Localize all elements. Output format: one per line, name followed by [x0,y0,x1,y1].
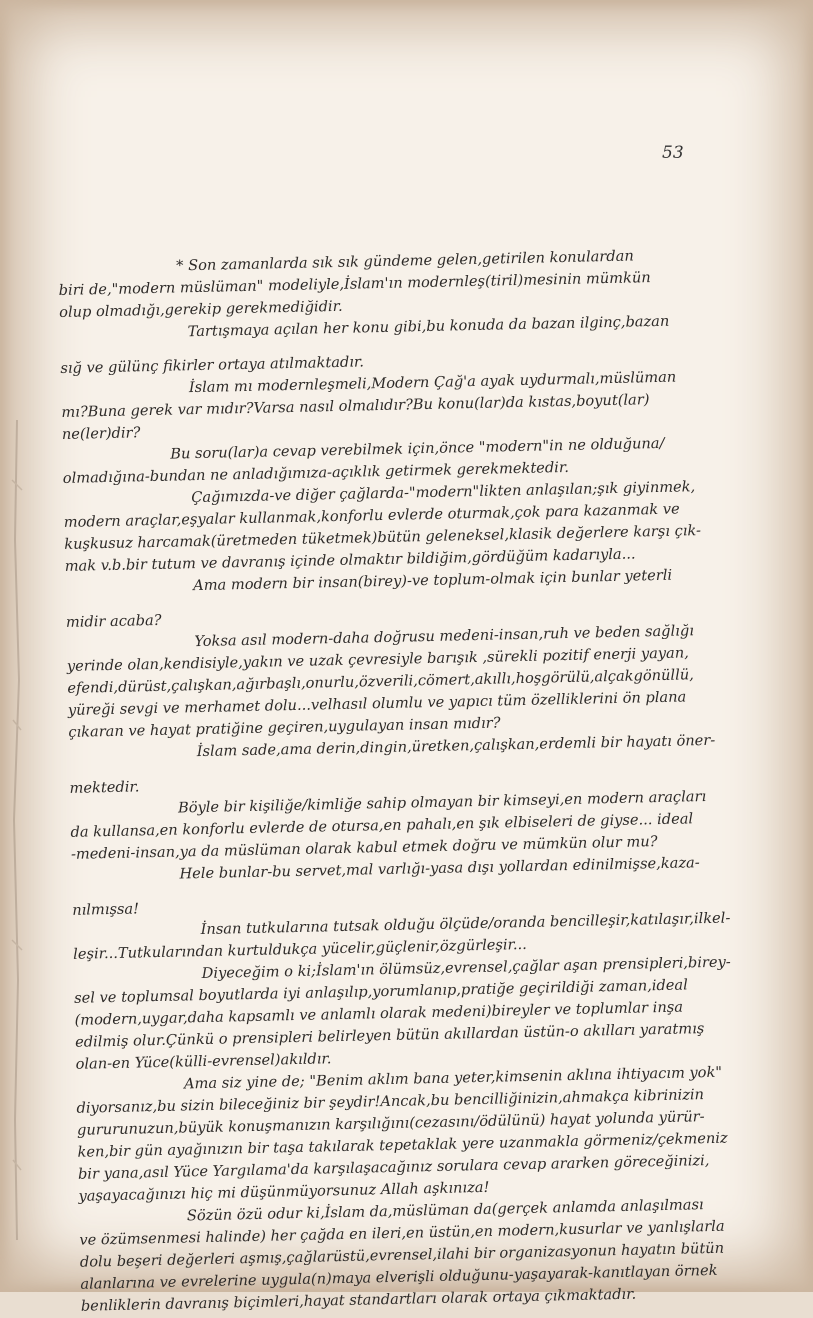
text-line: ne(ler)dir? [61,424,141,443]
text-line: olmadığına-bundan ne anladığımıza-açıklık getirmek gerekmektedir. [62,458,570,487]
text-line: İnsan tutkularına tutsak olduğu ölçüde/oranda bencilleşir,katılaşır,ilkel- [200,909,731,939]
text-line: olan-en Yüce(külli-evrensel)akıldır. [75,1050,332,1073]
text-line: * Son zamanlarda sık sık gündeme gelen,getirilen konulardan [176,247,634,275]
text-line: midir acaba? [65,611,162,631]
text-line: sığ ve gülünç fikirler ortaya atılmaktadır. [60,353,365,377]
text-line: yerinde olan,kendisiyle,yakın ve uzak çevresiyle barışık ,sürekli pozitif enerji yayan, [66,644,689,675]
text-line: efendi,dürüst,çalışkan,ağırbaşlı,onurlu,özverili,cömert,akıllı,hoşgörülü,alçakgönüllü, [67,666,695,697]
text-line: ken,bir gün ayağınızın bir taşa takılarak tepetaklak yere uzanmakla görmeniz/çekmeniz [77,1129,728,1161]
body-text [58,242,793,1317]
text-line: çıkaran ve hayat pratiğine geçiren,uygulayan insan mıdır? [68,714,501,741]
binding-shadow [6,420,28,1240]
text-line: gururunuzun,büyük konuşmanızın karşılığını(cezasını/ödülünü) hayat yolunda yürür- [76,1108,705,1139]
text-line: benliklerin davranış biçimleri,hayat standartları olarak ortaya çıkmaktadır. [80,1285,637,1315]
text-line: kuşkusuz harcamak(üretmeden tüketmek)bütün geleneksel,klasik değerlere karşı çık- [64,522,702,553]
text-line: alanlarına ve evrelerine uygula(n)maya elverişli olduğunu-yaşayarak-kanıtlayan örnek [80,1261,718,1293]
text-line: sel ve toplumsal boyutlarda iyi anlaşılıp,yorumlanıp,pratiğe geçirildiği zaman,ideal [73,976,688,1007]
text-line: da kullansa,en konforlu evlerde de otursa,en pahalı,en şık elbiseleri de giyse... ideal [70,810,694,841]
text-line: (modern,uygar,daha kapsamlı ve anlamlı olarak medeni)bireyler ve toplumlar inşa [74,998,684,1029]
text-line: dolu beşeri değerleri aşmış,çağlarüstü,evrensel,ilahi bir organizasyonun hayatın bütün [79,1239,725,1271]
text-line: bir yana,asıl Yüce Yargılama'da karşılaşacağınız sorulara cevap ararken göreceğinizi, [77,1152,710,1183]
text-line: mak v.b.bir tutum ve davranış içinde olmaktır bildiğim,gördüğüm kadarıyla... [64,545,636,575]
text-line: İslam sade,ama derin,dingin,üretken,çalışkan,erdemli bir hayatı öner- [196,731,716,761]
text-line: mı?Buna gerek var mıdır?Varsa nasıl olmalıdır?Bu konu(lar)da kıstas,boyut(lar) [61,391,650,421]
text-line: Çağımızda-ve diğer çağlarda-"modern"likten anlaşılan;şık giyinmek, [191,478,696,507]
page-number: 53 [662,143,684,163]
text-line: Sözün özü odur ki,İslam da,müslüman da(gerçek anlamda anlaşılması [186,1196,704,1225]
text-line: -medeni-insan,ya da müslüman olarak kabul etmek doğru ve mümkün olur mu? [70,833,658,863]
text-line: leşir...Tutkularından kurtuldukça yücelir,güçlenir,özgürleşir... [73,935,528,963]
text-line: diyorsanız,bu sizin bileceğiniz bir şeydir!Ancak,bu bencilliğinizin,ahmakça kibrinizin [76,1086,705,1117]
text-line: yaşayacağınızı hiç mi düşünmüyorsunuz Allah aşkınıza! [78,1178,490,1205]
text-line: edilmiş olur.Çünkü o prensipleri belirleyen bütün akıllardan üstün-o akılları yaratmış [74,1020,705,1051]
text-line: Tartışmaya açılan her konu gibi,bu konuda da bazan ilginç,bazan [187,312,670,341]
text-line: Yoksa asıl modern-daha doğrusu medeni-insan,ruh ve beden sağlığı [194,622,695,651]
text-line: olup olmadığı,gerekip gerekmediğidir. [59,297,343,321]
text-line: Hele bunlar-bu servet,mal varlığı-yasa dışı yollardan edinilmişse,kaza- [179,854,700,883]
text-line: nılmışsa! [72,900,140,919]
text-line: Ama modern bir insan(birey)-ve toplum-olmak için bunlar yeterli [192,566,673,595]
text-line: Diyeceğim o ki;İslam'ın ölümsüz,evrensel,çağlar aşan prensipleri,birey- [201,953,731,983]
text-line: Ama siz yine de; "Benim aklım bana yeter,kimsenin aklına ihtiyacım yok" [183,1063,723,1093]
text-line: yüreği sevgi ve merhamet dolu...velhasıl olumlu ve yapıcı tüm özelliklerini ön plana [67,688,687,719]
text-line: mektedir. [69,778,140,797]
text-line: Böyle bir kişiliğe/kimliğe sahip olmayan bir kimseyi,en modern araçları [177,787,707,817]
text-line: ve özümsenmesi halinde) her çağda en ileri,en üstün,en modern,kusurlar ve yanlışlarla [79,1217,725,1249]
text-line: İslam mı modernleşmeli,Modern Çağ'a ayak uydurmalı,müslüman [188,368,677,397]
text-line: modern araçlar,eşyalar kullanmak,konforlu evlerde oturmak,çok para kazanmak ve [63,500,680,531]
text-line: biri de,"modern müslüman" modeliyle,İslam'ın modernleş(tiril)mesinin mümkün [58,269,651,299]
text-line: Bu soru(lar)a cevap verebilmek için,önce "modern"in ne olduğuna/ [170,434,665,463]
